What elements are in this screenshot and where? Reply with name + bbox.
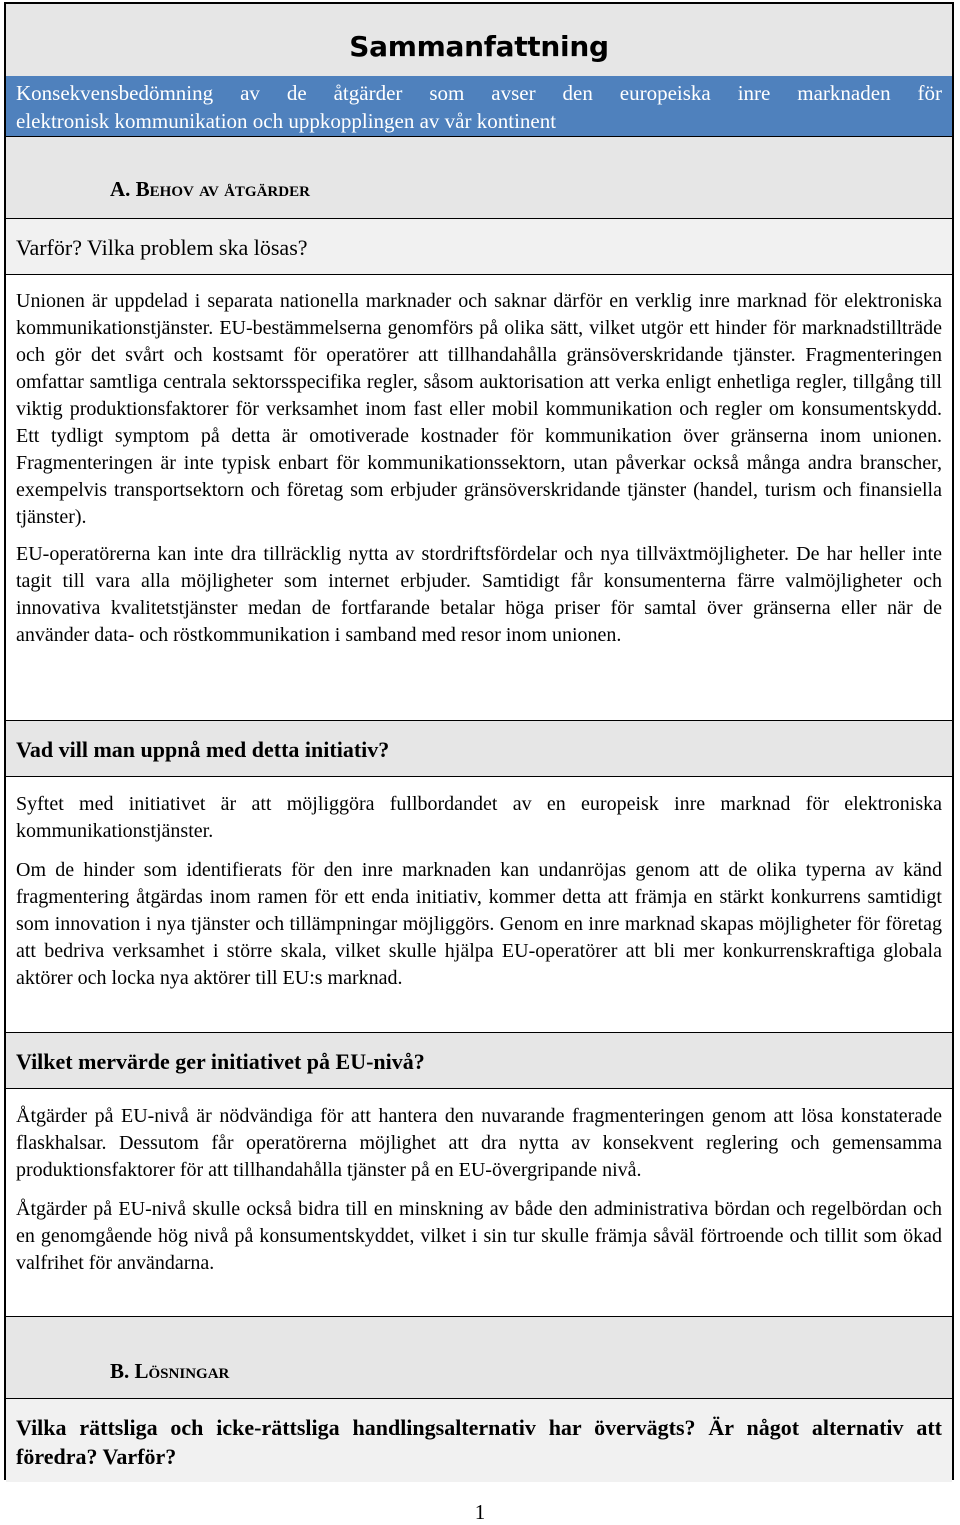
- answer-1-paragraph-2: EU-operatörerna kan inte dra tillräcklig nytta av stordriftsfördelar och nya tillväxtmöjligheter. De har heller inte tagit till vara alla möjligheter som internet erbjuder. Samtidigt får konsumenterna färre valmöjligheter och innovativa kvalitetstjänster medan de fortfarande betalar höga priser för samtal över gränserna eller när de använder data- och röstkommunikation i samband med resor inom unionen.: [16, 543, 942, 646]
- page-number: 1: [474, 1500, 486, 1524]
- question-4: Vilka rättsliga och icke-rättsliga handlingsalternativ har övervägts? Är något alternativ att föredra? Varför?: [16, 1415, 942, 1469]
- question-3-row: [6, 1032, 952, 1088]
- answer-1-paragraph-1: Unionen är uppdelad i separata nationella marknader och saknar därför en verklig inre marknad för elektroniska kommunikationstjänster. EU-bestämmelserna genomförs på olika sätt, vilket utgör ett hinder för marknadstillträde och gör det svårt och kostsamt för operatörer att tillhandahålla gränsöverskridande tjänster. Fragmenteringen omfattar samtliga centrala sektorsspecifika regler, såsom auktorisation att verka enligt enhetliga regler, tillgång till viktig produktionsfaktorer för verksamhet inom fast eller mobil kommunikation och regler om konsumentskydd. Ett tydligt symptom på detta är omotiverade kostnader för kommunikation över gränserna inom unionen. Fragmenteringen är inte typisk enbart för kommunikationssektorn, utan påverkar också många andra branscher, exempelvis transportsektorn och företag som erbjuder gränsöverskridande tjänster (handel, turism och finansiella tjänster).: [16, 290, 942, 528]
- question-1-row: [6, 218, 952, 274]
- question-2: Vad vill man uppnå med detta initiativ?: [16, 737, 390, 762]
- answer-2: [6, 776, 952, 1032]
- answer-2-paragraph-2: Om de hinder som identifierats för den inre marknaden kan undanröjas genom att de olika typerna av känd fragmentering åtgärdas inom ramen för ett enda initiativ, kommer detta att främja en stärkt konkurrens samtidigt som innovation i nya tjänster och tillämpningar möjliggörs. Genom en inre marknad skapas möjligheter för företag att bedriva verksamhet i större skala, vilket skulle hjälpa EU-operatörer att bli mer konkurrenskraftiga globala aktörer och locka nya aktörer till EU:s marknad.: [16, 859, 942, 989]
- answer-3-paragraph-1: Åtgärder på EU-nivå är nödvändiga för att hantera den nuvarande fragmenteringen genom att lösa konstaterade flaskhalsar. Dessutom får operatörerna möjlighet att dra nytta av konsekvent reglering och gemensamma produktionsfaktorer för att tillhandahålla tjänster på en EU-övergripande nivå.: [16, 1105, 942, 1181]
- question-4-row: [6, 1398, 952, 1482]
- subtitle-banner: [6, 76, 952, 136]
- question-1: Varför? Vilka problem ska lösas?: [16, 235, 308, 260]
- section-a-header: [6, 136, 952, 218]
- question-3: Vilket mervärde ger initiativet på EU-nivå?: [16, 1049, 425, 1074]
- answer-1: [6, 274, 952, 720]
- answer-2-paragraph-1: Syftet med initiativet är att möjliggöra fullbordandet av en europeisk inre marknad för elektroniska kommunikationstjänster.: [16, 793, 942, 842]
- answer-3-paragraph-2: Åtgärder på EU-nivå skulle också bidra till en minskning av både den administrativa bördan och regelbördan och en genomgående hög nivå på konsumentskyddet, vilket i sin tur skulle främja såväl förtroende och tillit som ökad valfrihet för användarna.: [16, 1198, 942, 1274]
- summary-frame: [4, 2, 954, 1480]
- subtitle-line-1: Konsekvensbedömning av de åtgärder som avser den europeiska inre marknaden för: [16, 81, 942, 105]
- section-a-heading: A. Behov av åtgärder: [110, 177, 310, 201]
- section-b-header: [6, 1316, 952, 1398]
- answer-3: [6, 1088, 952, 1316]
- page-title: Sammanfattning: [349, 30, 609, 63]
- title-section: [6, 4, 952, 76]
- subtitle-line-2: elektronisk kommunikation och uppkopplingen av vår kontinent: [16, 109, 557, 133]
- section-b-heading: B. Lösningar: [110, 1359, 230, 1383]
- question-2-row: [6, 720, 952, 776]
